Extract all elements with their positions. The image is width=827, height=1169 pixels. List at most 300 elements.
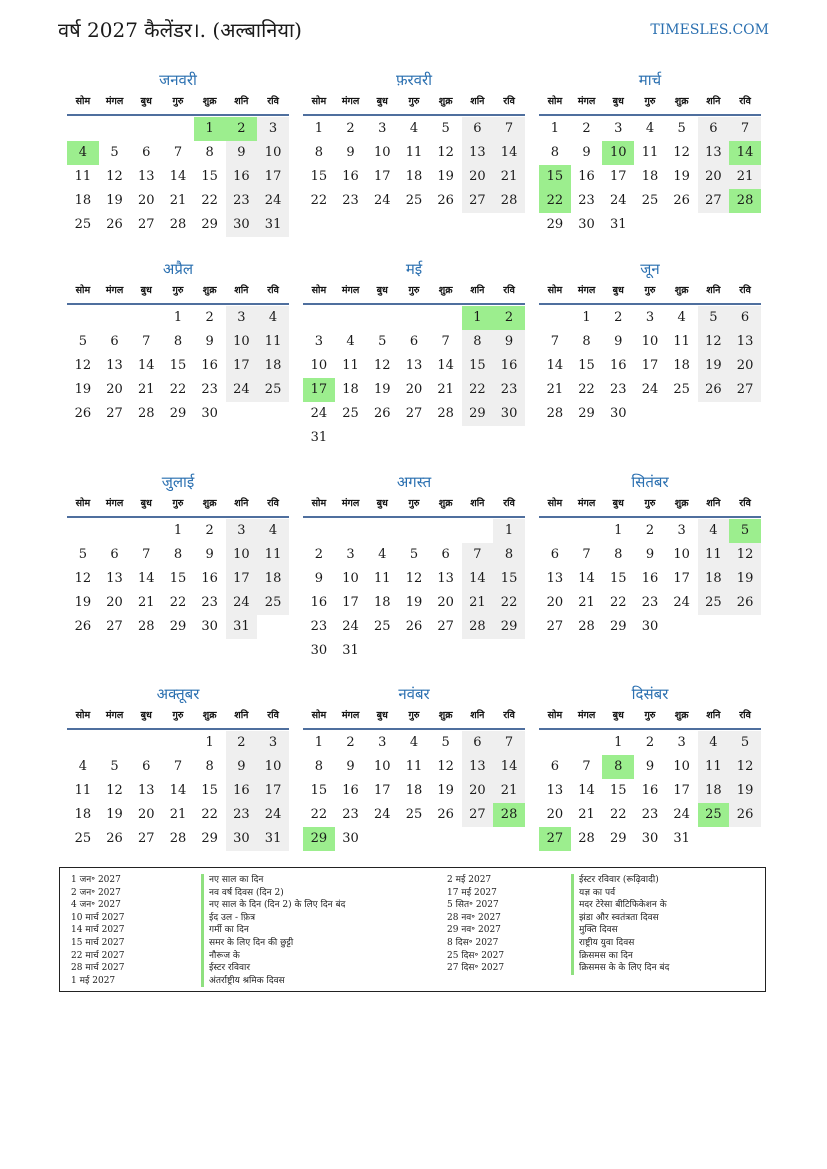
month-name: अप्रैल <box>162 260 194 278</box>
holiday-date: 5 सित॰ 2027 <box>447 900 499 911</box>
day-cell: 23 <box>641 595 659 610</box>
day-cell: 9 <box>493 330 525 354</box>
day-cell: 27 <box>106 406 123 421</box>
day-cell: 25 <box>257 378 289 402</box>
holiday-row <box>447 874 762 887</box>
weekday-label: बुध <box>140 96 152 107</box>
day-cell: 28 <box>169 831 187 846</box>
day-cell: 5 <box>78 334 87 349</box>
day-cell: 2 <box>614 310 623 325</box>
weekday-label: शनि <box>234 498 249 509</box>
day-cell: 8 <box>314 145 323 160</box>
day-cell: 14 <box>437 358 454 373</box>
day-empty <box>571 519 603 543</box>
day-cell: 2 <box>205 310 214 325</box>
weekday-label: बुध <box>376 710 388 721</box>
day-cell: 4 <box>677 310 686 325</box>
day-empty <box>303 306 335 330</box>
day-cell: 23 <box>578 193 595 208</box>
weekday-label: रवि <box>267 710 279 721</box>
holiday-name: नौरूज के <box>201 950 240 963</box>
day-cell: 6 <box>462 731 494 755</box>
day-cell: 13 <box>137 783 155 798</box>
day-cell: 2 <box>314 547 323 562</box>
day-cell: 30 <box>641 619 659 634</box>
day-cell: 21 <box>462 591 494 615</box>
day-cell-holiday: 5 <box>729 519 761 543</box>
day-cell: 24 <box>257 803 289 827</box>
day-cell: 4 <box>257 519 289 543</box>
day-cell: 4 <box>346 334 355 349</box>
weekday-label: शुक्र <box>438 710 453 721</box>
day-cell-holiday: 25 <box>698 803 730 827</box>
day-cell: 31 <box>673 831 690 846</box>
weekday-label: सोम <box>311 498 327 509</box>
weekday-label: रवि <box>739 285 751 296</box>
day-cell: 29 <box>169 406 187 421</box>
day-grid <box>539 519 761 639</box>
day-cell: 31 <box>257 827 289 851</box>
day-cell: 17 <box>673 571 690 586</box>
day-cell: 11 <box>74 169 92 184</box>
day-empty <box>99 306 131 330</box>
holiday-date: 25 दिस॰ 2027 <box>447 950 505 961</box>
weekday-label: मंगल <box>341 285 360 296</box>
weekday-label: बुध <box>612 285 624 296</box>
day-cell: 13 <box>106 358 123 373</box>
day-cell: 30 <box>342 831 359 846</box>
weekday-label: शनि <box>706 710 721 721</box>
day-empty <box>67 519 99 543</box>
day-cell: 28 <box>137 619 155 634</box>
day-cell: 13 <box>405 358 423 373</box>
day-cell: 10 <box>226 330 258 354</box>
day-cell: 7 <box>493 117 525 141</box>
day-cell: 7 <box>142 547 151 562</box>
weekday-label: शनि <box>470 710 485 721</box>
day-cell: 14 <box>137 358 155 373</box>
day-cell: 3 <box>378 735 387 750</box>
day-cell: 9 <box>645 547 655 562</box>
day-cell: 8 <box>314 759 323 774</box>
day-cell: 16 <box>201 358 218 373</box>
day-cell: 21 <box>137 595 155 610</box>
day-cell: 4 <box>78 759 87 774</box>
day-cell: 11 <box>698 543 730 567</box>
day-cell: 26 <box>106 217 123 232</box>
weekday-label: रवि <box>267 498 279 509</box>
day-cell: 16 <box>226 165 258 189</box>
weekday-label: रवि <box>739 710 751 721</box>
day-cell: 23 <box>201 382 218 397</box>
month-7 <box>67 472 289 639</box>
day-cell: 27 <box>437 619 454 634</box>
day-cell: 16 <box>641 571 659 586</box>
day-cell: 22 <box>609 595 627 610</box>
day-cell: 1 <box>614 523 623 538</box>
day-cell: 19 <box>729 567 761 591</box>
day-cell-holiday: 29 <box>303 827 335 851</box>
holiday-name: समर के लिए दिन की छुट्टी <box>201 937 293 950</box>
day-cell: 11 <box>342 358 359 373</box>
weekday-header <box>539 93 761 116</box>
weekday-label: बुध <box>140 285 152 296</box>
day-cell: 12 <box>673 145 690 160</box>
day-cell: 2 <box>226 731 258 755</box>
day-cell: 22 <box>201 193 218 208</box>
day-cell: 14 <box>137 571 155 586</box>
day-cell: 17 <box>609 169 627 184</box>
day-cell: 15 <box>169 571 187 586</box>
day-cell: 15 <box>493 567 525 591</box>
day-grid <box>303 306 525 450</box>
day-cell: 11 <box>673 334 690 349</box>
day-cell: 23 <box>641 807 659 822</box>
day-cell: 29 <box>169 619 187 634</box>
month-name: जुलाई <box>161 473 195 491</box>
day-cell: 6 <box>409 334 419 349</box>
day-cell: 7 <box>462 543 494 567</box>
day-cell: 1 <box>493 519 525 543</box>
day-cell: 19 <box>405 595 423 610</box>
day-cell: 25 <box>641 193 659 208</box>
day-cell: 25 <box>342 406 359 421</box>
day-cell: 23 <box>342 807 359 822</box>
day-cell: 1 <box>314 735 323 750</box>
day-cell: 1 <box>173 523 183 538</box>
holiday-date: 8 दिस॰ 2027 <box>447 937 499 948</box>
month-9 <box>539 472 761 639</box>
weekday-label: मंगल <box>341 498 360 509</box>
day-cell: 7 <box>550 334 559 349</box>
day-cell: 12 <box>729 543 761 567</box>
day-empty <box>67 306 99 330</box>
holiday-date: 1 जन॰ 2027 <box>71 875 121 885</box>
holiday-name: नए साल के दिन (दिन 2) के लिए दिन बंद <box>201 899 345 912</box>
day-cell: 20 <box>405 382 423 397</box>
day-cell: 23 <box>226 189 258 213</box>
day-cell: 16 <box>226 779 258 803</box>
day-cell-holiday: 15 <box>539 165 571 189</box>
weekday-header <box>303 495 525 518</box>
day-cell: 25 <box>405 807 423 822</box>
month-5 <box>303 259 525 450</box>
day-cell: 27 <box>137 831 155 846</box>
holiday-name: राष्ट्रीय युवा दिवस <box>571 937 634 950</box>
day-cell: 21 <box>546 382 564 397</box>
day-cell: 18 <box>698 567 730 591</box>
day-grid <box>303 117 525 213</box>
holiday-row <box>71 924 441 937</box>
weekday-header <box>303 707 525 730</box>
day-cell: 11 <box>257 330 289 354</box>
day-cell: 3 <box>378 121 387 136</box>
holiday-row <box>71 887 441 900</box>
day-cell: 20 <box>729 354 761 378</box>
day-empty <box>539 306 571 330</box>
month-10 <box>67 684 289 851</box>
weekday-label: शुक्र <box>202 498 217 509</box>
day-cell: 27 <box>546 619 564 634</box>
weekday-label: शनि <box>470 498 485 509</box>
weekday-header <box>303 93 525 116</box>
holiday-row <box>447 937 762 950</box>
weekday-label: सोम <box>547 285 563 296</box>
weekday-label: रवि <box>267 285 279 296</box>
day-cell: 3 <box>677 523 686 538</box>
weekday-label: मंगल <box>577 710 596 721</box>
day-cell: 22 <box>169 595 187 610</box>
day-cell: 21 <box>493 779 525 803</box>
day-cell: 2 <box>205 523 214 538</box>
day-cell: 10 <box>226 543 258 567</box>
day-empty <box>67 731 99 755</box>
month-name: जून <box>640 260 660 278</box>
weekday-label: सोम <box>547 710 563 721</box>
day-cell: 17 <box>373 783 391 798</box>
holiday-date: 28 मार्च 2027 <box>71 963 125 974</box>
day-cell: 11 <box>257 543 289 567</box>
day-cell: 29 <box>201 831 218 846</box>
day-cell: 3 <box>314 334 323 349</box>
day-cell: 12 <box>106 169 123 184</box>
weekday-label: मंगल <box>341 96 360 107</box>
day-cell: 13 <box>437 571 454 586</box>
day-cell: 27 <box>462 189 494 213</box>
day-empty <box>99 117 131 141</box>
day-cell: 7 <box>441 334 450 349</box>
day-empty <box>99 519 131 543</box>
day-cell: 30 <box>609 406 627 421</box>
month-name: मार्च <box>638 71 662 89</box>
day-grid <box>303 731 525 851</box>
day-cell: 24 <box>373 193 391 208</box>
month-8 <box>303 472 525 663</box>
day-cell: 9 <box>346 145 355 160</box>
day-cell: 12 <box>74 571 92 586</box>
day-cell: 26 <box>729 803 761 827</box>
day-cell: 26 <box>74 619 92 634</box>
month-name: अक्तूबर <box>156 685 200 703</box>
holiday-date: 10 मार्च 2027 <box>71 912 125 923</box>
day-cell: 3 <box>346 547 355 562</box>
day-empty <box>398 519 430 543</box>
day-cell: 18 <box>373 595 391 610</box>
month-2 <box>303 70 525 213</box>
day-empty <box>398 306 430 330</box>
day-cell: 18 <box>74 193 92 208</box>
day-empty <box>335 306 367 330</box>
day-cell: 17 <box>226 354 258 378</box>
holiday-name: क्रिसमस का दिन <box>571 950 633 963</box>
day-cell: 30 <box>201 406 218 421</box>
day-cell: 15 <box>201 169 218 184</box>
day-cell: 14 <box>578 571 595 586</box>
day-cell: 10 <box>257 755 289 779</box>
day-cell: 10 <box>673 547 690 562</box>
holiday-date: 22 मार्च 2027 <box>71 950 125 961</box>
day-cell: 13 <box>462 755 494 779</box>
day-cell: 14 <box>169 783 187 798</box>
holiday-date: 27 दिस॰ 2027 <box>447 963 505 974</box>
day-cell: 19 <box>373 382 391 397</box>
day-cell: 5 <box>441 735 450 750</box>
day-cell: 19 <box>74 382 92 397</box>
day-empty <box>130 519 162 543</box>
day-cell: 9 <box>614 334 623 349</box>
day-cell: 19 <box>437 783 454 798</box>
day-cell: 22 <box>578 382 595 397</box>
weekday-label: बुध <box>140 498 152 509</box>
day-cell: 8 <box>493 543 525 567</box>
day-cell: 28 <box>578 619 595 634</box>
day-cell-holiday: 1 <box>462 306 494 330</box>
day-cell: 11 <box>641 145 659 160</box>
day-cell: 8 <box>205 145 214 160</box>
day-cell: 19 <box>74 595 92 610</box>
holiday-row <box>71 962 441 975</box>
day-cell: 26 <box>74 406 92 421</box>
day-cell: 28 <box>546 406 564 421</box>
day-cell: 2 <box>346 121 355 136</box>
weekday-label: शुक्र <box>438 498 453 509</box>
day-cell: 19 <box>437 169 454 184</box>
day-empty <box>303 519 335 543</box>
weekday-label: गुरु <box>172 498 184 509</box>
day-cell: 30 <box>310 643 328 658</box>
day-cell-holiday: 2 <box>226 117 258 141</box>
weekday-label: सोम <box>75 96 91 107</box>
month-name: अगस्त <box>396 473 432 491</box>
day-empty <box>67 117 99 141</box>
day-cell: 8 <box>614 547 623 562</box>
day-cell: 15 <box>201 783 218 798</box>
day-cell: 1 <box>582 310 591 325</box>
day-cell: 3 <box>614 121 623 136</box>
weekday-label: रवि <box>503 96 515 107</box>
weekday-label: गुरु <box>172 285 184 296</box>
day-cell: 7 <box>582 759 591 774</box>
day-cell: 7 <box>142 334 151 349</box>
day-cell: 10 <box>373 759 391 774</box>
day-cell: 18 <box>342 382 359 397</box>
weekday-label: शुक्र <box>674 96 689 107</box>
day-cell: 13 <box>546 783 564 798</box>
day-cell: 2 <box>346 735 355 750</box>
day-cell: 19 <box>729 779 761 803</box>
holiday-name: अंतर्राष्ट्रीय श्रमिक दिवस <box>201 975 285 988</box>
day-cell: 25 <box>257 591 289 615</box>
day-cell: 21 <box>493 165 525 189</box>
holiday-row <box>71 874 441 887</box>
holiday-date: 15 मार्च 2027 <box>71 937 125 948</box>
month-name: सितंबर <box>631 473 669 491</box>
weekday-label: गुरु <box>644 710 656 721</box>
day-empty <box>130 731 162 755</box>
day-cell: 12 <box>437 759 454 774</box>
day-cell: 29 <box>609 619 627 634</box>
month-name: फ़रवरी <box>395 71 433 89</box>
day-cell: 23 <box>201 595 218 610</box>
site-brand-link[interactable]: TIMESLES.COM <box>650 22 769 38</box>
day-cell: 9 <box>346 759 355 774</box>
day-cell: 26 <box>698 378 730 402</box>
weekday-label: सोम <box>75 285 91 296</box>
day-cell: 24 <box>257 189 289 213</box>
day-cell: 3 <box>257 117 289 141</box>
holiday-date: 2 मई 2027 <box>447 875 492 885</box>
weekday-label: मंगल <box>105 285 124 296</box>
day-cell: 24 <box>342 619 359 634</box>
weekday-header <box>539 282 761 305</box>
day-cell: 7 <box>729 117 761 141</box>
day-cell: 11 <box>74 783 92 798</box>
day-cell: 31 <box>257 213 289 237</box>
day-cell: 2 <box>582 121 591 136</box>
day-cell: 7 <box>173 145 183 160</box>
month-12 <box>539 684 761 851</box>
day-cell: 10 <box>641 334 659 349</box>
holiday-list-right <box>447 874 762 975</box>
day-cell: 30 <box>641 831 659 846</box>
day-cell: 29 <box>578 406 595 421</box>
day-cell: 8 <box>550 145 559 160</box>
day-cell: 31 <box>226 615 258 639</box>
day-cell: 24 <box>641 382 659 397</box>
day-cell: 31 <box>310 430 328 445</box>
day-cell: 14 <box>462 567 494 591</box>
day-cell: 3 <box>677 735 686 750</box>
holiday-name: मदर टेरेसा बीटिफिकेशन के <box>571 899 667 912</box>
day-cell: 27 <box>106 619 123 634</box>
weekday-label: बुध <box>612 96 624 107</box>
month-3 <box>539 70 761 237</box>
day-cell: 7 <box>493 731 525 755</box>
day-cell: 26 <box>373 406 391 421</box>
day-cell-holiday: 17 <box>303 378 335 402</box>
day-cell: 8 <box>582 334 591 349</box>
day-cell: 5 <box>698 306 730 330</box>
weekday-label: गुरु <box>408 285 420 296</box>
weekday-header <box>539 495 761 518</box>
day-cell: 13 <box>698 141 730 165</box>
weekday-header <box>67 707 289 730</box>
holiday-date: 14 मार्च 2027 <box>71 925 125 936</box>
day-cell: 2 <box>645 735 655 750</box>
day-cell: 3 <box>226 519 258 543</box>
day-cell: 6 <box>698 117 730 141</box>
weekday-label: गुरु <box>408 96 420 107</box>
holiday-row <box>71 912 441 925</box>
day-cell: 7 <box>173 759 183 774</box>
day-cell: 21 <box>578 595 595 610</box>
day-empty <box>539 731 571 755</box>
day-cell: 22 <box>310 807 328 822</box>
day-cell: 22 <box>609 807 627 822</box>
day-cell: 15 <box>169 358 187 373</box>
day-cell-holiday: 27 <box>539 827 571 851</box>
day-cell: 17 <box>641 358 659 373</box>
weekday-label: सोम <box>75 498 91 509</box>
day-empty <box>99 731 131 755</box>
day-cell: 12 <box>437 145 454 160</box>
day-cell: 8 <box>173 334 183 349</box>
day-cell: 25 <box>373 619 391 634</box>
weekday-label: मंगल <box>341 710 360 721</box>
day-cell: 23 <box>310 619 328 634</box>
day-cell: 16 <box>493 354 525 378</box>
day-empty <box>162 117 194 141</box>
